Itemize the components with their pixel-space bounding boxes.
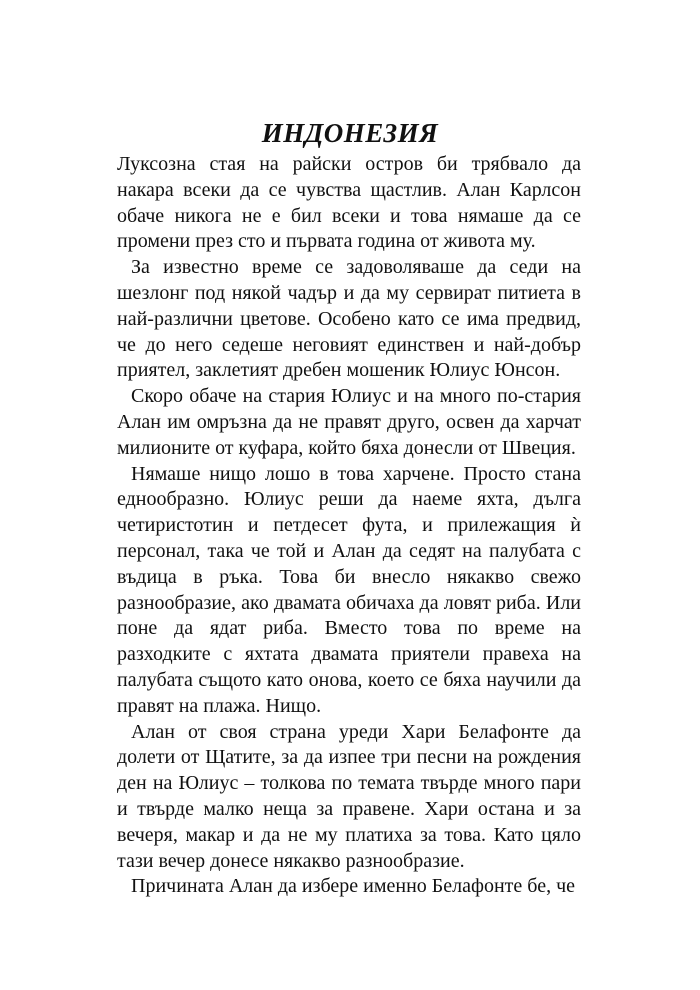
chapter-title: ИНДОНЕЗИЯ [261, 118, 439, 148]
paragraph: За известно време се задоволяваше да седи на шезлонг под някой чадър и да му сервират питиета в най-различни цветове. Особено като се има предвид, че до него седеше неговият единствен и най-добър приятел, заклетият дребен мошеник Юлиус Юнсон. [117, 256, 581, 382]
paragraph: Причината Алан да избере именно Белафонте бе, че [131, 875, 576, 898]
paragraph: Луксозна стая на райски остров би трябвало да накара всеки да се чувства щастлив. Алан Карлсон обаче никога не е бил всеки и това нямаше да се промени през сто и първата година от живота му. [117, 153, 581, 253]
paragraph: Нямаше нищо лошо в това харчене. Просто стана еднообразно. Юлиус реши да наеме яхта, дълга четиристотин и петдесет фута, и прилежащия ѝ персонал, така че той и Алан да седят на палубата с въдица в ръка. Това би внесло някакво свежо разнообразие, ако двамата обичаха да ловят риба. Или поне да ядат риба. Вместо това по време на разходките с яхтата двамата приятели правеха на палубата същото като онова, което се бяха научили да правят на плажа. Нищо. [117, 462, 581, 717]
paragraph: Алан от своя страна уреди Хари Белафонте да долети от Щатите, за да изпее три песни на рождения ден на Юлиус – толкова по темата твърде много пари и твърде малко неща за правене. Хари остана и за вечеря, макар и да не му платиха за това. Като цяло тази вечер донесе някакво разнообразие. [117, 720, 581, 872]
chapter-body [117, 152, 581, 900]
paragraph: Скоро обаче на стария Юлиус и на много по-стария Алан им омръзна да не правят друго, освен да харчат милионите от куфара, който бяха донесли от Швеция. [117, 385, 581, 459]
